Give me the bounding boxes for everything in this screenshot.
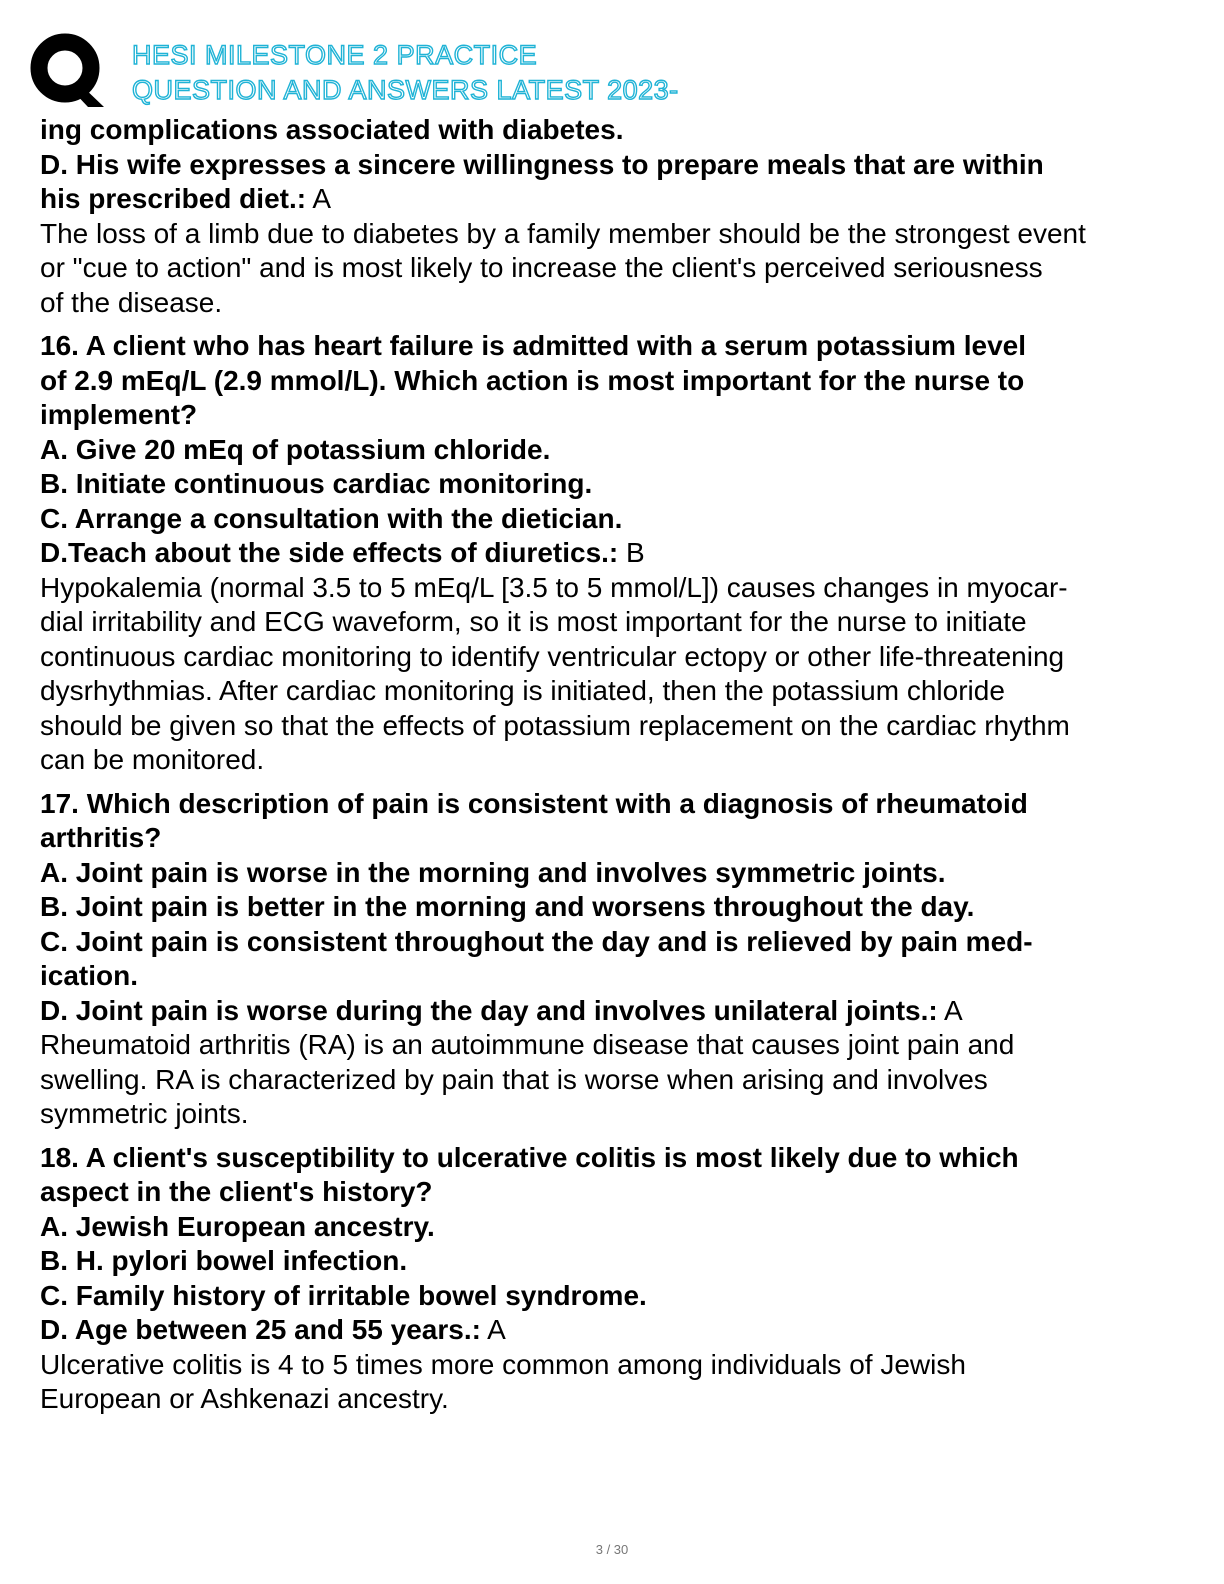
logo-q-icon <box>30 30 108 108</box>
option-c: C. Family history of irritable bowel syndrome. <box>40 1279 647 1311</box>
rationale-line: dysrhythmias. After cardiac monitoring is initiated, then the potassium chloride <box>40 675 1005 706</box>
rationale-line: dial irritability and ECG waveform, so it is most important for the nurse to initiate <box>40 606 1027 637</box>
option-d: D. His wife expresses a sincere willingness to prepare meals that are within <box>40 148 1044 180</box>
question-16 <box>40 329 1190 778</box>
option-c: ication. <box>40 960 139 991</box>
answer-key: B <box>618 537 645 568</box>
answer-key: A <box>480 1314 506 1345</box>
rationale-line: swelling. RA is characterized by pain that is worse when arising and involves <box>40 1063 988 1095</box>
question-stem: 17. Which description of pain is consistent with a diagnosis of rheumatoid <box>40 787 1028 819</box>
rationale-line: of the disease. <box>40 286 223 318</box>
rationale-line: Hypokalemia (normal 3.5 to 5 mEq/L [3.5 to 5 mmol/L]) causes changes in myocar- <box>40 571 1068 603</box>
option-d: his prescribed diet.: <box>40 183 307 214</box>
rationale-line: European or Ashkenazi ancestry. <box>40 1383 449 1414</box>
page-number: 3 / 30 <box>595 1542 629 1557</box>
question-stem: implement? <box>40 399 198 430</box>
answer-key: A <box>937 994 963 1026</box>
option-b: B. H. pylori bowel infection. <box>40 1245 408 1276</box>
option-c: C. Arrange a consultation with the dietician. <box>40 502 623 534</box>
rationale-line: can be monitored. <box>40 744 265 775</box>
document-title <box>132 38 679 108</box>
question-stem: aspect in the client's history? <box>40 1176 433 1207</box>
question-stem: 16. A client who has heart failure is admitted with a serum potassium level <box>40 330 1026 361</box>
option-c: C. Joint pain is consistent throughout the day and is relieved by pain med- <box>40 925 1033 957</box>
title-line-1: HESI MILESTONE 2 PRACTICE <box>132 40 538 70</box>
question-stem: 18. A client's susceptibility to ulcerative colitis is most likely due to which <box>40 1141 1019 1173</box>
title-line-2: QUESTION AND ANSWERS LATEST 2023- <box>132 75 679 105</box>
document-header <box>30 30 679 112</box>
answer-key: A <box>306 183 331 214</box>
question-18 <box>40 1141 1190 1417</box>
rationale-line: or "cue to action" and is most likely to increase the client's perceived seriousness <box>40 252 1043 283</box>
option-b: B. Initiate continuous cardiac monitoring. <box>40 468 593 499</box>
option-d: D. Age between 25 and 55 years.: <box>40 1314 481 1345</box>
question-17 <box>40 787 1190 1132</box>
rationale-line: symmetric joints. <box>40 1098 249 1129</box>
question-stem: arthritis? <box>40 822 162 853</box>
rationale-line: Ulcerative colitis is 4 to 5 times more common among individuals of Jewish <box>40 1348 966 1380</box>
option-b: B. Joint pain is better in the morning and worsens throughout the day. <box>40 891 975 922</box>
rationale-line: The loss of a limb due to diabetes by a family member should be the strongest event <box>40 217 1086 249</box>
option-d: D. Joint pain is worse during the day and involves unilateral joints.: <box>40 994 938 1026</box>
rationale-line: Rheumatoid arthritis (RA) is an autoimmune disease that causes joint pain and <box>40 1029 1015 1060</box>
rationale-line: should be given so that the effects of potassium replacement on the cardiac rhythm <box>40 709 1070 741</box>
option-d: D.Teach about the side effects of diuretics.: <box>40 537 619 568</box>
question-stem: ing complications associated with diabetes. <box>40 114 624 145</box>
option-a: A. Jewish European ancestry. <box>40 1210 435 1242</box>
document-body <box>40 113 1190 1417</box>
rationale-line: continuous cardiac monitoring to identify ventricular ectopy or other life-threatening <box>40 640 1065 672</box>
option-a: A. Joint pain is worse in the morning and involves symmetric joints. <box>40 856 946 888</box>
question-stem: of 2.9 mEq/L (2.9 mmol/L). Which action is most important for the nurse to <box>40 364 1025 396</box>
option-a: A. Give 20 mEq of potassium chloride. <box>40 433 551 465</box>
question-15-tail <box>40 113 1190 320</box>
